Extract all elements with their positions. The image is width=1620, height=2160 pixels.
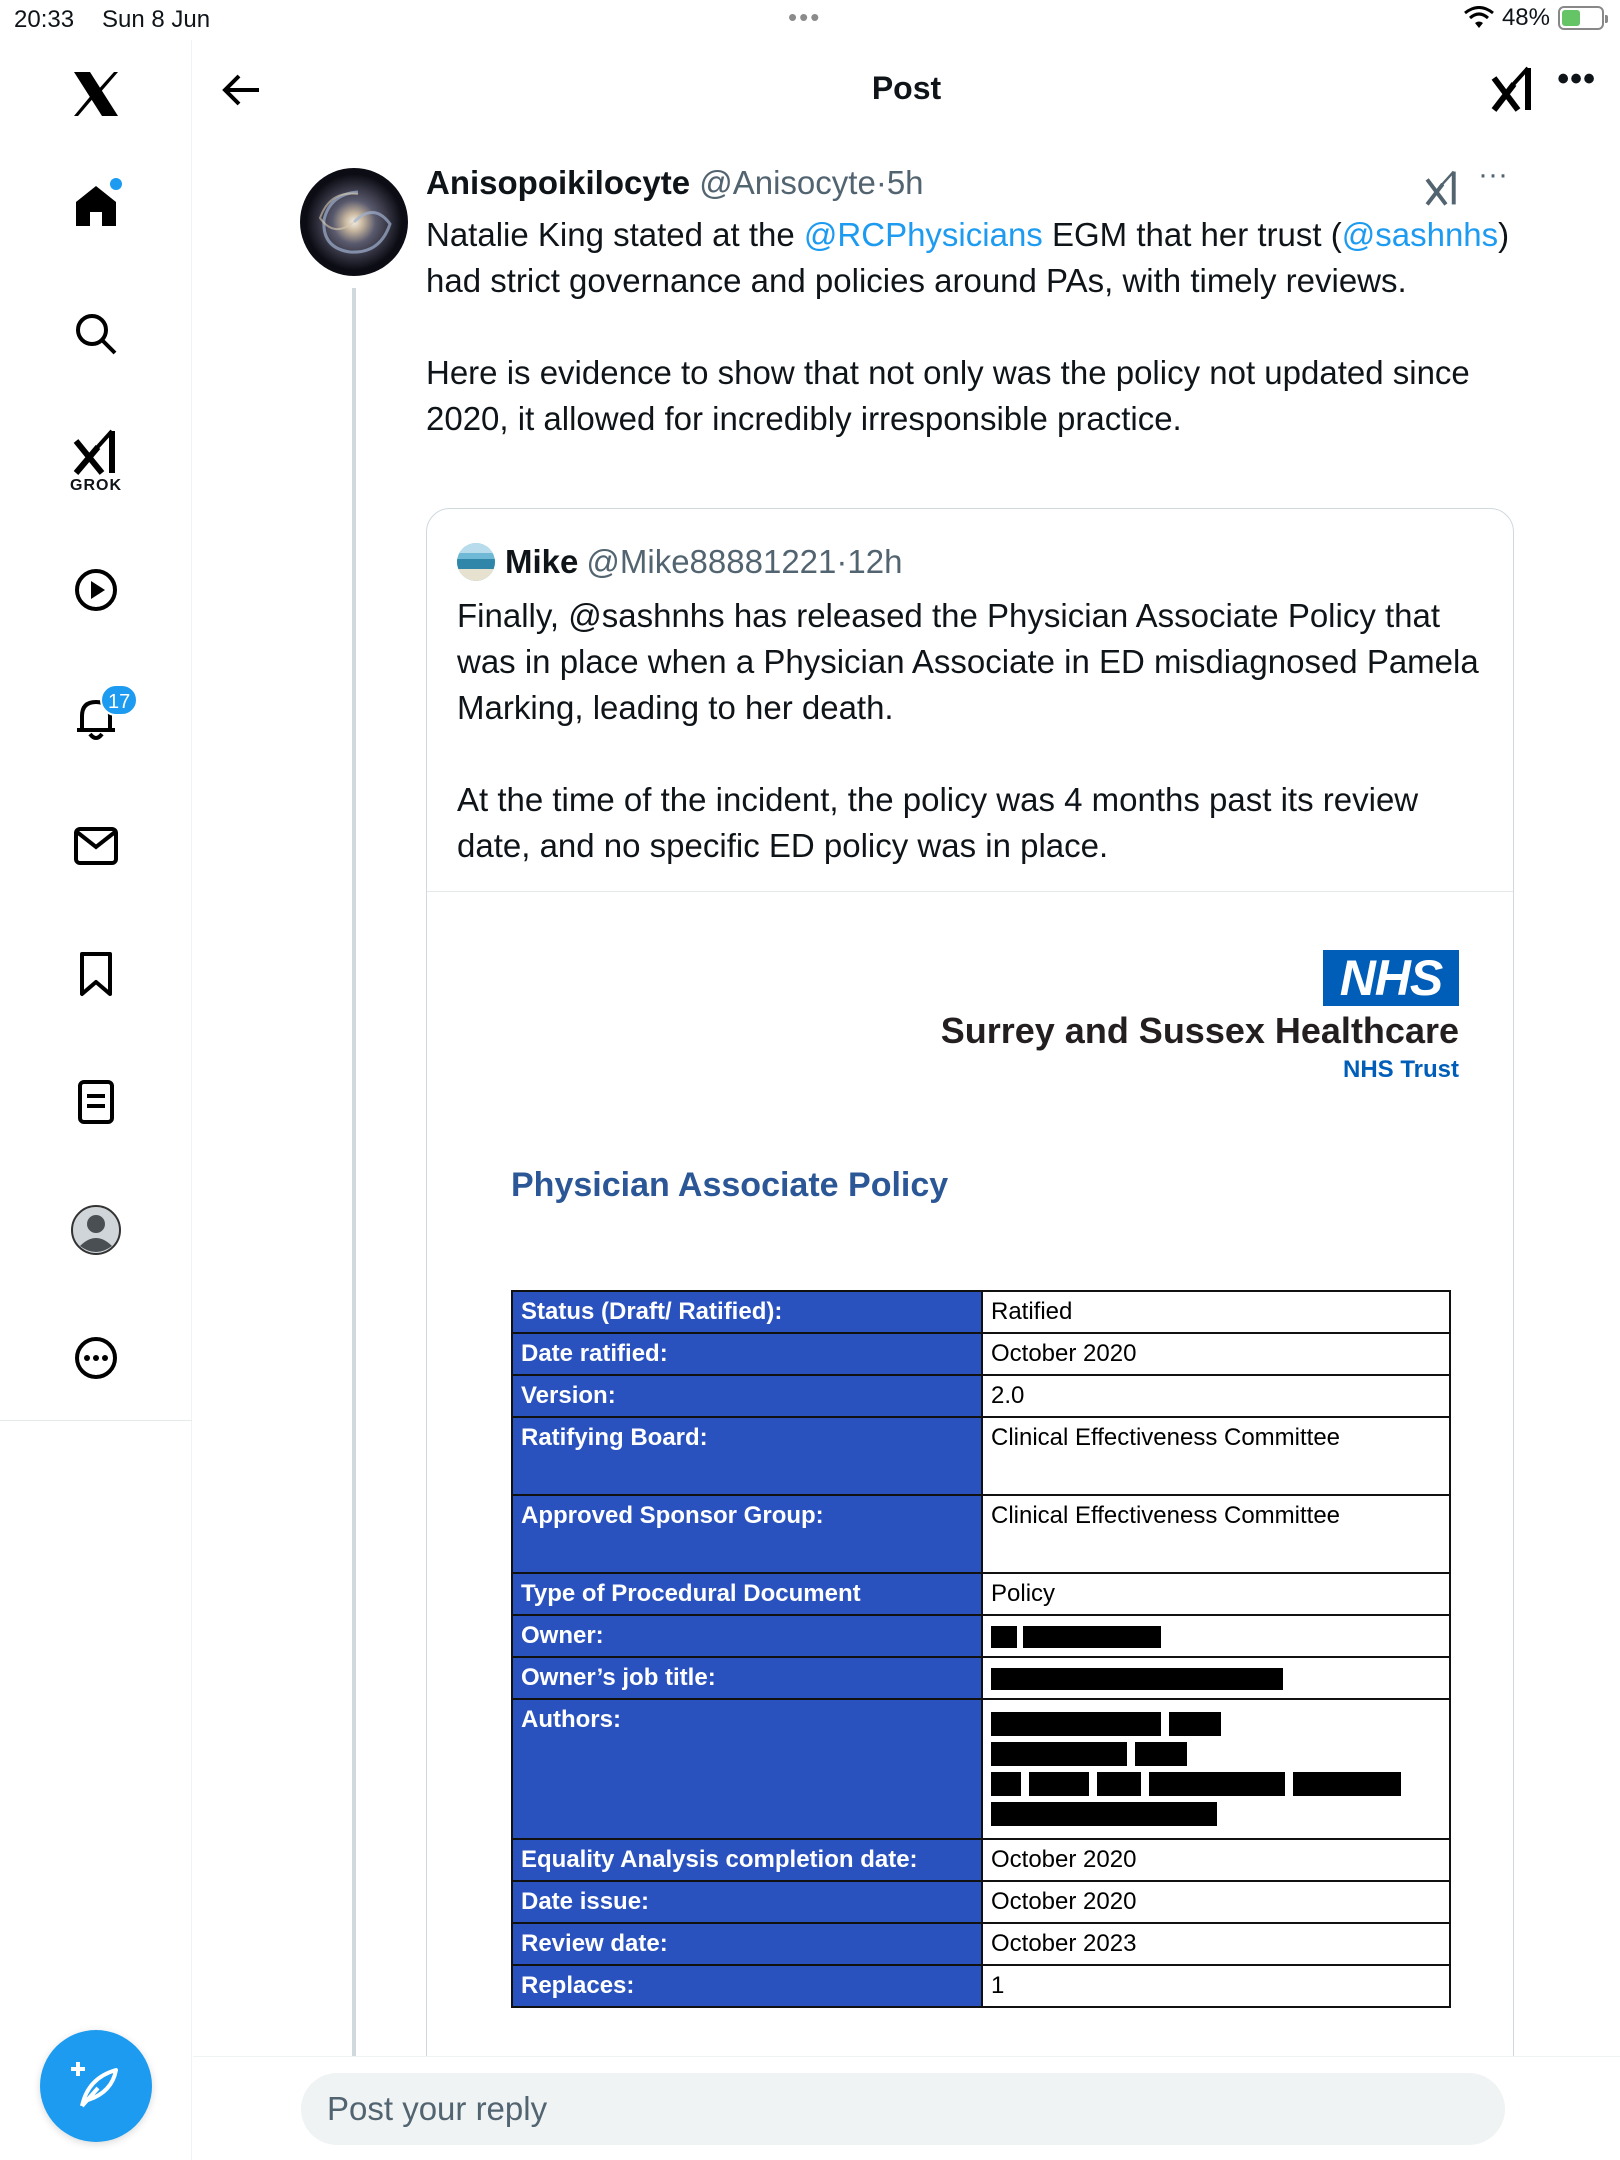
row-value: October 2020 — [982, 1881, 1450, 1923]
post-paragraph-1 — [426, 212, 1536, 304]
reply-bar — [193, 2056, 1620, 2160]
grok-header-icon[interactable] — [1490, 66, 1536, 117]
x-logo-icon[interactable] — [56, 54, 136, 134]
post-grok-icon[interactable] — [1424, 170, 1460, 211]
sidebar-divider — [0, 1420, 192, 1421]
row-key: Type of Procedural Document — [512, 1573, 982, 1615]
redacted-owner — [982, 1615, 1450, 1657]
status-right — [1464, 4, 1604, 32]
quote-author-avatar — [457, 543, 495, 581]
row-value: Policy — [982, 1573, 1450, 1615]
new-posts-dot — [110, 178, 122, 190]
table-row — [512, 1881, 1450, 1923]
row-key: Date ratified: — [512, 1333, 982, 1375]
org-subtitle: NHS Trust — [1342, 1056, 1459, 1083]
row-value: 1 — [982, 1965, 1450, 2007]
table-row — [512, 1965, 1450, 2007]
table-row — [512, 1417, 1450, 1495]
row-value: 2.0 — [982, 1375, 1450, 1417]
post-body — [426, 212, 1536, 488]
wifi-icon — [1464, 6, 1494, 30]
row-value: October 2023 — [982, 1923, 1450, 1965]
profile-avatar-icon[interactable] — [56, 1190, 136, 1270]
multitasking-dots-icon[interactable]: ••• — [788, 2, 822, 32]
quote-author-handle: @Mike88881221 — [586, 543, 837, 580]
page-title: Post — [871, 70, 942, 106]
table-row — [512, 1495, 1450, 1573]
post-text-segment: Natalie King stated at the — [426, 216, 804, 253]
table-row — [512, 1615, 1450, 1657]
post-header — [193, 40, 1620, 140]
post-text-segment: EGM that her trust ( — [1042, 216, 1342, 253]
row-key: Replaces: — [512, 1965, 982, 2007]
redacted-job-title — [982, 1657, 1450, 1699]
row-key: Authors: — [512, 1699, 982, 1839]
status-time: 20:33 — [14, 6, 75, 33]
quote-time: 12h — [847, 543, 903, 580]
mention-rcphysicians[interactable]: @RCPhysicians — [803, 216, 1043, 253]
status-bar — [0, 0, 1620, 40]
time-separator: · — [875, 164, 887, 201]
notifications-badge: 17 — [100, 684, 138, 716]
quote-paragraph-1: Finally, @sashnhs has released the Physician Associate Policy that was in place when a Physician Associate in ED misdiagnosed Pamela Marking, leading to her death. — [457, 597, 1479, 726]
messages-icon[interactable] — [56, 806, 136, 886]
org-name: Surrey and Sussex Healthcare — [940, 1010, 1459, 1051]
home-icon[interactable] — [56, 166, 136, 246]
author-avatar[interactable] — [300, 168, 408, 276]
post-more-icon[interactable]: ··· — [1478, 158, 1508, 191]
post-paragraph-2: Here is evidence to show that not only was the policy not updated since 2020, it allowed for incredibly irresponsible practice. — [426, 354, 1470, 437]
notifications-icon[interactable] — [56, 678, 136, 758]
quote-image[interactable] — [427, 891, 1514, 2108]
document-title: Physician Associate Policy — [511, 1166, 949, 1204]
quote-author-name: Mike — [505, 543, 579, 580]
bookmarks-icon[interactable] — [56, 934, 136, 1014]
row-key: Approved Sponsor Group: — [512, 1495, 982, 1573]
table-row — [512, 1291, 1450, 1333]
author-name[interactable]: Anisopoikilocyte — [426, 164, 691, 201]
policy-table — [511, 1290, 1451, 2008]
row-value: October 2020 — [982, 1839, 1450, 1881]
post-author-line — [426, 164, 924, 202]
nhs-logo: NHS — [1323, 950, 1459, 1006]
quote-author-line — [457, 543, 902, 581]
status-date: Sun 8 Jun — [102, 6, 211, 33]
table-row — [512, 1375, 1450, 1417]
sidebar — [0, 40, 192, 2160]
quote-paragraph-2: At the time of the incident, the policy was 4 months past its review date, and no specific ED policy was in place. — [457, 781, 1419, 864]
row-key: Ratifying Board: — [512, 1417, 982, 1495]
mention-sashnhs[interactable]: @sashnhs — [1341, 216, 1499, 253]
row-key: Review date: — [512, 1923, 982, 1965]
grok-icon — [72, 429, 120, 475]
row-key: Version: — [512, 1375, 982, 1417]
table-row — [512, 1699, 1450, 1839]
redacted-authors — [982, 1699, 1450, 1839]
compose-feather-icon — [68, 2058, 124, 2114]
table-row — [512, 1839, 1450, 1881]
battery-icon — [1558, 6, 1604, 30]
reply-input[interactable]: Post your reply — [301, 2073, 1505, 2145]
row-key: Equality Analysis completion date: — [512, 1839, 982, 1881]
row-key: Owner’s job title: — [512, 1657, 982, 1699]
quote-body — [457, 593, 1487, 915]
video-icon[interactable] — [56, 550, 136, 630]
row-value: October 2020 — [982, 1333, 1450, 1375]
quote-time-separator: · — [836, 543, 848, 580]
table-row — [512, 1573, 1450, 1615]
table-row — [512, 1333, 1450, 1375]
grok-nav[interactable] — [56, 422, 136, 502]
compose-post-button[interactable] — [40, 2030, 152, 2142]
row-value: Ratified — [982, 1291, 1450, 1333]
post-time[interactable]: 5h — [886, 164, 924, 201]
row-key: Date issue: — [512, 1881, 982, 1923]
quoted-post[interactable] — [426, 508, 1514, 2108]
table-row — [512, 1923, 1450, 1965]
table-row — [512, 1657, 1450, 1699]
row-key: Status (Draft/ Ratified): — [512, 1291, 982, 1333]
post-text-segment: ) had strict governance and policies around PAs, with timely reviews. — [426, 216, 1510, 299]
more-options-icon[interactable] — [56, 1318, 136, 1398]
battery-percent: 48% — [1501, 4, 1550, 31]
thread-line — [352, 288, 356, 2058]
header-more-icon[interactable]: ••• — [1557, 60, 1596, 98]
row-key: Owner: — [512, 1615, 982, 1657]
lists-icon[interactable] — [56, 1062, 136, 1142]
row-value: Clinical Effectiveness Committee — [982, 1417, 1450, 1495]
grok-label: GROK — [70, 477, 122, 494]
search-icon[interactable] — [56, 294, 136, 374]
row-value: Clinical Effectiveness Committee — [982, 1495, 1450, 1573]
author-handle[interactable]: @Anisocyte — [699, 164, 876, 201]
